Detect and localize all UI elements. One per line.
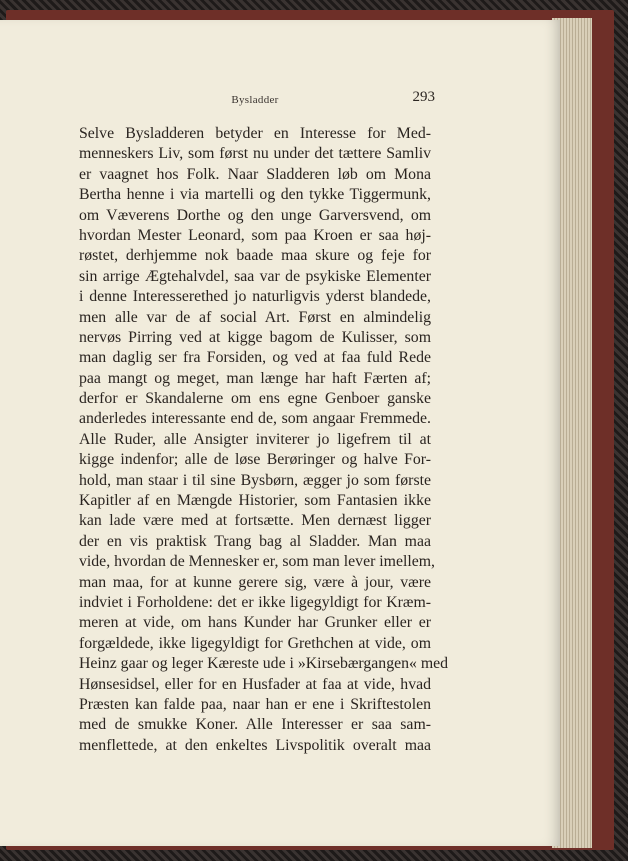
text-line: Kapitler af en Mængde Historier, som Fantasien ikke <box>79 492 431 510</box>
text-line: man maa, for at kunne gerere sig, være à jour, være <box>79 573 431 591</box>
text-line: er vaagnet hos Folk. Naar Sladderen løb om Mona <box>79 165 431 183</box>
text-line: men alle var de af social Art. Først en almindelig <box>79 308 431 326</box>
text-line: Hønsesidsel, eller for en Husfader at faa at vide, hvad <box>79 675 431 693</box>
page-number: 293 <box>412 89 435 105</box>
text-line: nervøs Pirring ved at kigge bagom de Kulisser, som <box>79 328 431 346</box>
body-text <box>79 124 449 756</box>
text-line: hvordan Mester Leonard, som paa Kroen er saa høj- <box>79 226 431 244</box>
running-title: Bysladder <box>231 94 279 106</box>
text-line: hold, man staar i til sine Bysbørn, ægger jo som første <box>79 471 431 489</box>
text-line: Bertha henne i via martelli og den tykke Tiggermunk, <box>79 186 431 204</box>
text-line: kigge indenfor; alle de løse Berøringer og halve For- <box>79 451 431 469</box>
text-line: Alle Ruder, alle Ansigter inviterer jo ligefrem til at <box>79 430 431 448</box>
text-line: med de smukke Koner. Alle Interesser er saa sam- <box>79 716 431 734</box>
text-line: menneskers Liv, som først nu under det tættere Samliv <box>79 145 431 163</box>
text-line: Heinz gaar og leger Kæreste ude i »Kirsebærgangen« med <box>79 655 449 673</box>
text-line: Præsten kan falde paa, naar han er ene i Skriftestolen <box>79 695 431 713</box>
text-line: der en vis praktisk Trang bag al Sladder. Man maa <box>79 532 431 550</box>
text-line: Selve Bysladderen betyder en Interesse for Med- <box>79 125 431 142</box>
text-line: anderledes interessante end de, som angaar Fremmede. <box>79 410 431 428</box>
text-line: forgældede, ikke ligegyldigt for Grethchen at vide, om <box>79 634 431 652</box>
text-line: derfor er Skandalerne om ens egne Genboer ganske <box>79 390 431 408</box>
text-line: røstet, derhjemme nok baade maa skure og feje for <box>79 247 431 265</box>
text-line: vide, hvordan de Mennesker er, som man lever imellem, <box>79 553 436 571</box>
text-line: man daglig ser fra Forsiden, og ved at faa fuld Rede <box>79 349 431 367</box>
text-line: indviet i Forholdene: det er ikke ligegyldigt for Kræm- <box>79 593 431 611</box>
text-line: meren at vide, om hans Kunder har Grunker eller er <box>79 614 431 632</box>
text-line: i denne Interesserethed jo naturligvis yderst blandede, <box>79 288 431 306</box>
text-line: sin arrige Ægtehalvdel, saa var de psykiske Elementer <box>79 267 431 285</box>
text-line: om Væverens Dorthe og den unge Garversvend, om <box>79 206 431 224</box>
text-line: paa mangt og meget, man længe har haft Færten af; <box>79 369 431 387</box>
text-line: menflettede, at den enkeltes Livspolitik overalt maa <box>79 736 431 754</box>
text-line: kan lade være med at fortsætte. Men dernæst ligger <box>79 512 431 530</box>
